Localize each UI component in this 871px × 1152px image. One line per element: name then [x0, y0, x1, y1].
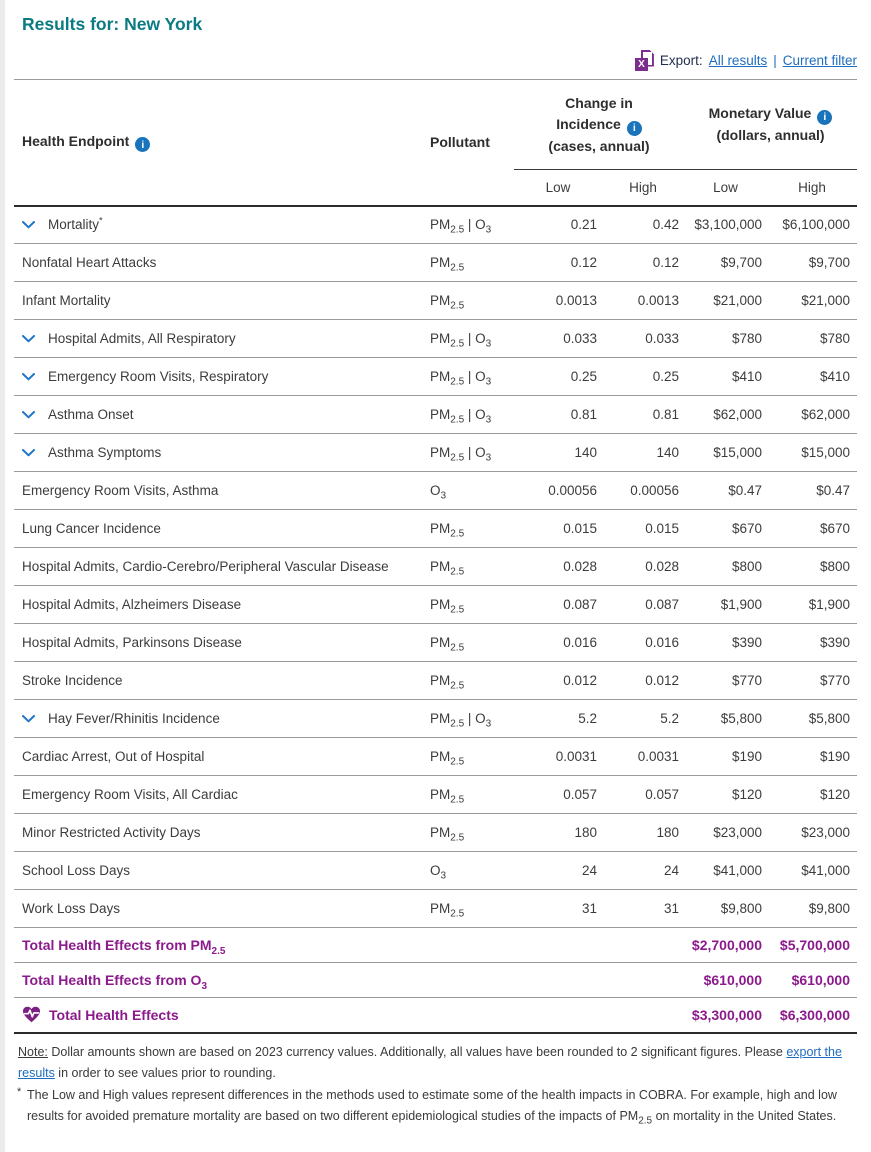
endpoint-label: Asthma Symptoms	[48, 445, 162, 460]
pollutant-label: $O_3$	[430, 852, 514, 890]
pollutant-label: $PM_{2.5}$ | $O_3$	[430, 358, 514, 396]
total-monetary-low-value: $3,300,000	[684, 998, 767, 1033]
total-monetary-high-value: $5,700,000	[767, 928, 857, 963]
page-left-gutter	[0, 0, 5, 1152]
monetary-low-value: $410	[684, 358, 767, 396]
table-row	[14, 282, 857, 320]
results-table	[14, 79, 857, 1034]
pollutant-label: $PM_{2.5}$	[430, 586, 514, 624]
monetary-high-header: High	[767, 170, 857, 206]
monetary-low-value: $1,900	[684, 586, 767, 624]
monetary-high-value: $23,000	[767, 814, 857, 852]
pollutant-label: $PM_{2.5}$	[430, 776, 514, 814]
results-body	[14, 206, 857, 1033]
monetary-info-icon[interactable]	[817, 110, 832, 125]
endpoint-label: Cardiac Arrest, Out of Hospital	[22, 749, 205, 764]
pollutant-label: $PM_{2.5}$	[430, 244, 514, 282]
pollutant-label: $PM_{2.5}$ | $O_3$	[430, 434, 514, 472]
pollutant-label: $PM_{2.5}$	[430, 548, 514, 586]
endpoint-info-icon[interactable]	[135, 137, 150, 152]
pollutant-label: $PM_{2.5}$	[430, 662, 514, 700]
chevron-down-icon[interactable]	[22, 715, 35, 723]
incidence-low-value: 0.81	[514, 396, 602, 434]
endpoint-label: Infant Mortality	[22, 293, 111, 308]
incidence-group-label: Change in Incidence	[556, 94, 633, 132]
export-link-separator: |	[773, 52, 777, 68]
pollutant-label: $PM_{2.5}$	[430, 282, 514, 320]
incidence-high-value: 24	[602, 852, 684, 890]
monetary-group-label: Monetary Value	[708, 105, 812, 121]
heart-pulse-icon	[22, 1006, 41, 1023]
monetary-high-value: $5,800	[767, 700, 857, 738]
monetary-low-value: $9,700	[684, 244, 767, 282]
endpoint-label: Hospital Admits, Alzheimers Disease	[22, 597, 242, 612]
page-title: Results for: New York	[22, 14, 203, 34]
monetary-high-value: $41,000	[767, 852, 857, 890]
endpoint-label: Asthma Onset	[48, 407, 134, 422]
incidence-low-value: 0.25	[514, 358, 602, 396]
incidence-low-value: 180	[514, 814, 602, 852]
pollutant-label: $O_3$	[430, 472, 514, 510]
endpoint-label: Emergency Room Visits, Asthma	[22, 483, 219, 498]
monetary-high-value: $0.47	[767, 472, 857, 510]
monetary-low-value: $21,000	[684, 282, 767, 320]
pollutant-label: $PM_{2.5}$ | $O_3$	[430, 320, 514, 358]
monetary-low-value: $190	[684, 738, 767, 776]
chevron-down-icon[interactable]	[22, 221, 35, 229]
total-row	[14, 928, 857, 963]
endpoint-label: Lung Cancer Incidence	[22, 521, 161, 536]
incidence-low-value: 140	[514, 434, 602, 472]
table-row	[14, 624, 857, 662]
pollutant-label: $PM_{2.5}$ | $O_3$	[430, 700, 514, 738]
pollutant-label: $PM_{2.5}$ | $O_3$	[430, 206, 514, 244]
table-row	[14, 206, 857, 244]
table-row	[14, 852, 857, 890]
monetary-high-value: $190	[767, 738, 857, 776]
table-row	[14, 586, 857, 624]
table-row	[14, 320, 857, 358]
endpoint-label: Hospital Admits, Parkinsons Disease	[22, 635, 242, 650]
incidence-high-value: 0.0013	[602, 282, 684, 320]
monetary-low-value: $23,000	[684, 814, 767, 852]
incidence-high-value: 0.0031	[602, 738, 684, 776]
total-row	[14, 963, 857, 998]
endpoint-label: Nonfatal Heart Attacks	[22, 255, 157, 270]
incidence-low-value: 0.012	[514, 662, 602, 700]
monetary-high-value: $780	[767, 320, 857, 358]
incidence-high-value: 0.015	[602, 510, 684, 548]
monetary-high-value: $670	[767, 510, 857, 548]
incidence-high-value: 180	[602, 814, 684, 852]
note-label: Note:	[18, 1044, 48, 1059]
monetary-low-value: $770	[684, 662, 767, 700]
footnotes	[14, 1042, 857, 1128]
low-high-footnote-text: The Low and High values represent differences in the methods used to estimate some of the health impacts in COBRA. For example, high and low results for avoided premature mortality are based on two different epidemiological studies of the impacts of $PM_{2.5}$ on mortality in the United States.	[27, 1087, 837, 1127]
total-monetary-low-value: $2,700,000	[684, 928, 767, 963]
monetary-low-value: $3,100,000	[684, 206, 767, 244]
pollutant-label: $PM_{2.5}$	[430, 890, 514, 928]
incidence-group-header	[514, 80, 684, 170]
endpoint-label: Hospital Admits, All Respiratory	[48, 331, 236, 346]
export-bar	[14, 49, 857, 71]
incidence-high-value: 0.81	[602, 396, 684, 434]
incidence-low-value: 31	[514, 890, 602, 928]
total-label: Total Health Effects from $PM_{2.5}$	[22, 937, 226, 957]
table-row	[14, 358, 857, 396]
monetary-low-value: $15,000	[684, 434, 767, 472]
pollutant-label: $PM_{2.5}$	[430, 510, 514, 548]
incidence-low-value: 24	[514, 852, 602, 890]
table-row	[14, 244, 857, 282]
monetary-low-value: $41,000	[684, 852, 767, 890]
table-row	[14, 776, 857, 814]
total-monetary-high-value: $610,000	[767, 963, 857, 998]
monetary-high-value: $9,800	[767, 890, 857, 928]
monetary-low-value: $0.47	[684, 472, 767, 510]
endpoint-label: Stroke Incidence	[22, 673, 123, 688]
monetary-low-value: $5,800	[684, 700, 767, 738]
table-row	[14, 396, 857, 434]
note-text-after-link: in order to see values prior to rounding.	[54, 1066, 276, 1080]
incidence-low-value: 0.21	[514, 206, 602, 244]
incidence-low-value: 0.057	[514, 776, 602, 814]
asterisk-marker: *	[17, 1085, 22, 1098]
monetary-high-value: $800	[767, 548, 857, 586]
low-high-footnote	[18, 1085, 857, 1128]
incidence-high-value: 0.028	[602, 548, 684, 586]
incidence-high-value: 0.00056	[602, 472, 684, 510]
incidence-high-value: 0.016	[602, 624, 684, 662]
export-label: Export:	[659, 52, 703, 68]
monetary-high-value: $1,900	[767, 586, 857, 624]
incidence-low-value: 0.016	[514, 624, 602, 662]
incidence-low-value: 0.028	[514, 548, 602, 586]
incidence-low-value: 0.015	[514, 510, 602, 548]
rounding-note	[18, 1042, 857, 1085]
endpoint-header-label: Health Endpoint	[22, 132, 130, 149]
monetary-low-value: $670	[684, 510, 767, 548]
incidence-high-value: 0.087	[602, 586, 684, 624]
chevron-down-icon[interactable]	[22, 373, 35, 381]
chevron-down-icon[interactable]	[22, 449, 35, 457]
monetary-high-value: $410	[767, 358, 857, 396]
pollutant-label: $PM_{2.5}$	[430, 814, 514, 852]
endpoint-label: Mortality*	[48, 215, 103, 233]
export-all-results-link[interactable]: All results	[708, 52, 768, 68]
table-row	[14, 472, 857, 510]
monetary-low-value: $9,800	[684, 890, 767, 928]
incidence-high-value: 0.057	[602, 776, 684, 814]
incidence-high-value: 140	[602, 434, 684, 472]
table-row	[14, 548, 857, 586]
monetary-group-unit: (dollars, annual)	[716, 127, 825, 143]
excel-export-icon	[635, 50, 654, 71]
monetary-high-value: $9,700	[767, 244, 857, 282]
excel-x-badge	[635, 58, 648, 71]
incidence-high-value: 0.25	[602, 358, 684, 396]
incidence-high-value: 0.033	[602, 320, 684, 358]
table-row	[14, 434, 857, 472]
total-label: Total Health Effects	[49, 1006, 179, 1023]
incidence-high-value: 0.12	[602, 244, 684, 282]
monetary-high-value: $21,000	[767, 282, 857, 320]
pollutant-column-header	[430, 80, 514, 206]
table-row	[14, 738, 857, 776]
monetary-high-value: $120	[767, 776, 857, 814]
monetary-high-value: $770	[767, 662, 857, 700]
incidence-low-value: 0.0013	[514, 282, 602, 320]
export-results-note-link[interactable]: export the results	[18, 1044, 842, 1080]
incidence-low-value: 0.0031	[514, 738, 602, 776]
endpoint-label: Emergency Room Visits, Respiratory	[48, 369, 269, 384]
endpoint-label: Hospital Admits, Cardio-Cerebro/Peripheral Vascular Disease	[22, 559, 389, 574]
chevron-down-icon[interactable]	[22, 335, 35, 343]
monetary-low-value: $780	[684, 320, 767, 358]
pollutant-label: $PM_{2.5}$	[430, 624, 514, 662]
table-row	[14, 662, 857, 700]
incidence-info-icon[interactable]	[627, 121, 642, 136]
chevron-down-icon[interactable]	[22, 411, 35, 419]
table-row	[14, 510, 857, 548]
incidence-low-value: 0.087	[514, 586, 602, 624]
incidence-low-value: 0.12	[514, 244, 602, 282]
export-current-filter-link[interactable]: Current filter	[782, 52, 857, 68]
incidence-high-header: High	[602, 170, 684, 206]
endpoint-label: School Loss Days	[22, 863, 131, 878]
incidence-low-value: 0.00056	[514, 472, 602, 510]
endpoint-label: Hay Fever/Rhinitis Incidence	[48, 711, 220, 726]
incidence-group-unit: (cases, annual)	[548, 137, 650, 154]
monetary-low-value: $800	[684, 548, 767, 586]
monetary-high-value: $390	[767, 624, 857, 662]
incidence-high-value: 0.012	[602, 662, 684, 700]
monetary-low-value: $390	[684, 624, 767, 662]
incidence-high-value: 5.2	[602, 700, 684, 738]
monetary-low-header: Low	[684, 170, 767, 206]
total-monetary-high-value: $6,300,000	[767, 998, 857, 1033]
endpoint-column-header	[14, 80, 430, 206]
endpoint-label: Work Loss Days	[22, 901, 121, 916]
monetary-high-value: $15,000	[767, 434, 857, 472]
pollutant-header-label: Pollutant	[430, 134, 490, 151]
endpoint-label: Minor Restricted Activity Days	[22, 825, 201, 840]
note-text-before-link: Dollar amounts shown are based on 2023 currency values. Additionally, all values have been rounded to 2 significant figures. Please	[47, 1044, 787, 1059]
monetary-low-value: $62,000	[684, 396, 767, 434]
monetary-low-value: $120	[684, 776, 767, 814]
monetary-high-value: $62,000	[767, 396, 857, 434]
total-label: Total Health Effects from $O_3$	[22, 972, 207, 992]
pollutant-label: $PM_{2.5}$	[430, 738, 514, 776]
table-row	[14, 890, 857, 928]
incidence-low-header: Low	[514, 170, 602, 206]
total-monetary-low-value: $610,000	[684, 963, 767, 998]
incidence-low-value: 5.2	[514, 700, 602, 738]
incidence-high-value: 0.42	[602, 206, 684, 244]
endpoint-label: Emergency Room Visits, All Cardiac	[22, 787, 238, 802]
pollutant-label: $PM_{2.5}$ | $O_3$	[430, 396, 514, 434]
total-row	[14, 998, 857, 1033]
monetary-group-header	[684, 80, 857, 170]
incidence-high-value: 31	[602, 890, 684, 928]
table-row	[14, 700, 857, 738]
table-row	[14, 814, 857, 852]
monetary-high-value: $6,100,000	[767, 206, 857, 244]
incidence-low-value: 0.033	[514, 320, 602, 358]
